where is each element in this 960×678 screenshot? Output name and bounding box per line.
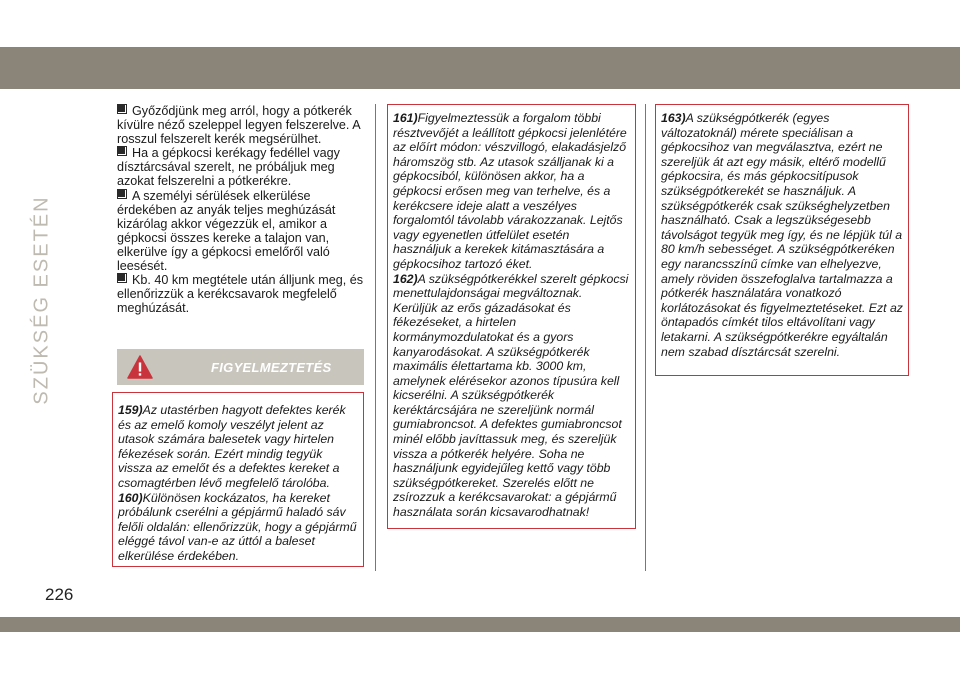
note-number: 159) bbox=[118, 403, 143, 417]
note-text: Az utastérben hagyott defektes kerék és az emelő komoly veszélyt jelent az utasok számára balesetek vagy hirtelen fékezések során. Ezért mindig tegyük vissza az emelőt és a defektes kereket a csomagtérben lévő megfelelő tárolóba. bbox=[118, 403, 346, 490]
bullet-item: A személyi sérülések elkerülése érdekében az anyák teljes meghúzását kizárólag akkor végezzük el, amikor a gépkocsi összes kereke a talajon van, elkerülve így a gépkocsi emelőről való leesését. bbox=[117, 188, 336, 274]
note-text: A szükségpótkerékkel szerelt gépkocsi menettulajdonságai megváltoznak. Kerüljük az erős gázadásokat és fékezéseket, a hirtelen kormánymozdulatokat és a gyors kanyarodásokat. A szükségpótkerék maximális élettartama kb. 3000 km, amelynek elérésekor azonos típusúra kell kicserélni. A szükségpótkerék keréktárcsájára ne szereljünk normál gumiabroncsot. A defektes gumiabroncsot minél előbb javíttassuk meg, és szereljük vissza a pótkerék helyére. Soha ne használjunk egyidejűleg kettő vagy több szükségpótkereket. Szerelés előtt ne zsírozzuk a kerékcsavarokat: a gépjármű használata során kicsavarodhatnak! bbox=[393, 271, 629, 520]
column-divider bbox=[645, 104, 646, 571]
note-number: 162) bbox=[393, 271, 418, 286]
bullet-item: Ha a gépkocsi kerékagy fedéllel vagy dísztárcsával szerelt, ne próbáljuk meg azokat felszerelni a pótkerékre. bbox=[117, 146, 340, 189]
checkbox-bullet-icon bbox=[117, 146, 127, 156]
note-number: 160) bbox=[118, 490, 143, 505]
warning-box-159-160 bbox=[112, 392, 364, 567]
bullet-item: Kb. 40 km megtétele után álljunk meg, és ellenőrizzük a kerékcsavarok megfelelő meghúzását. bbox=[117, 273, 364, 316]
checkbox-bullet-icon bbox=[117, 273, 127, 283]
checkbox-bullet-icon bbox=[117, 189, 127, 199]
instructions-column bbox=[117, 104, 364, 315]
note-text: Különösen kockázatos, ha kereket próbálunk cserélni a gépjármű haladó sáv felőli oldalán: ellenőrizzük, hogy a gépjármű eléggé távol van-e az úttól a baleset elkerülése érdekében. bbox=[118, 490, 357, 563]
page-number: 226 bbox=[45, 585, 74, 604]
warning-box-161-162 bbox=[387, 104, 636, 529]
warning-title: FIGYELMEZTETÉS bbox=[211, 360, 332, 375]
bullet-item: Győződjünk meg arról, hogy a pótkerék kívülre néző szeleppel legyen felszerelve. A rosszul felszerelt kerék megsérülhet. bbox=[117, 104, 360, 147]
column-divider bbox=[375, 104, 376, 571]
note-text: Figyelmeztessük a forgalom többi résztvevőjét a leállított gépkocsi jelenlétére az előírt módon: vészvillogó, elakadásjelző háromszög stb. Az utasok szálljanak ki a gépkocsiból, különösen akkor, ha a gépkocsi erősen meg van terhelve, és a kerékcsere ideje alatt a veszélyes forgalomtól távolabb várakozzanak. Lejtős vagy egyenetlen útfelület esetén használjuk a kerekek kitámasztására a gépkocsihoz tartozó éket. bbox=[393, 111, 627, 271]
note-text: A szükségpótkerék (egyes változatoknál) mérete speciálisan a gépkocsihoz van megválasztva, ezért ne szereljük át azt egy másik, eltérő modellű gépkocsira, és más gépkocsitípusok szükségpótkerekét se használjuk. A szükségpótkerék csak szükséghelyzetben használható. Csak a legszükségesebb távolságot tegyük meg így, és ne lépjük túl a 80 km/h sebességet. A szükségpótkeréken egy narancsszínű címke van elhelyezve, amely röviden összefoglalva tartalmazza a pótkerék használatára vonatkozó korlátozásokat és figyelmeztetéseket. Ezt az öntapadós címkét tilos eltávolítani vagy letakarni. A szükségpótkerékre egyáltalán nem szabad dísztárcsát szerelni. bbox=[661, 111, 903, 359]
footer-band bbox=[0, 617, 960, 632]
section-title: SZÜKSÉG ESETÉN bbox=[30, 195, 53, 405]
note-number: 161) bbox=[393, 111, 418, 125]
warning-header bbox=[117, 349, 364, 385]
note-number: 163) bbox=[661, 111, 686, 125]
warning-box-163 bbox=[655, 104, 909, 376]
warning-triangle-icon bbox=[127, 355, 153, 379]
header-band bbox=[0, 47, 960, 89]
checkbox-bullet-icon bbox=[117, 104, 127, 114]
